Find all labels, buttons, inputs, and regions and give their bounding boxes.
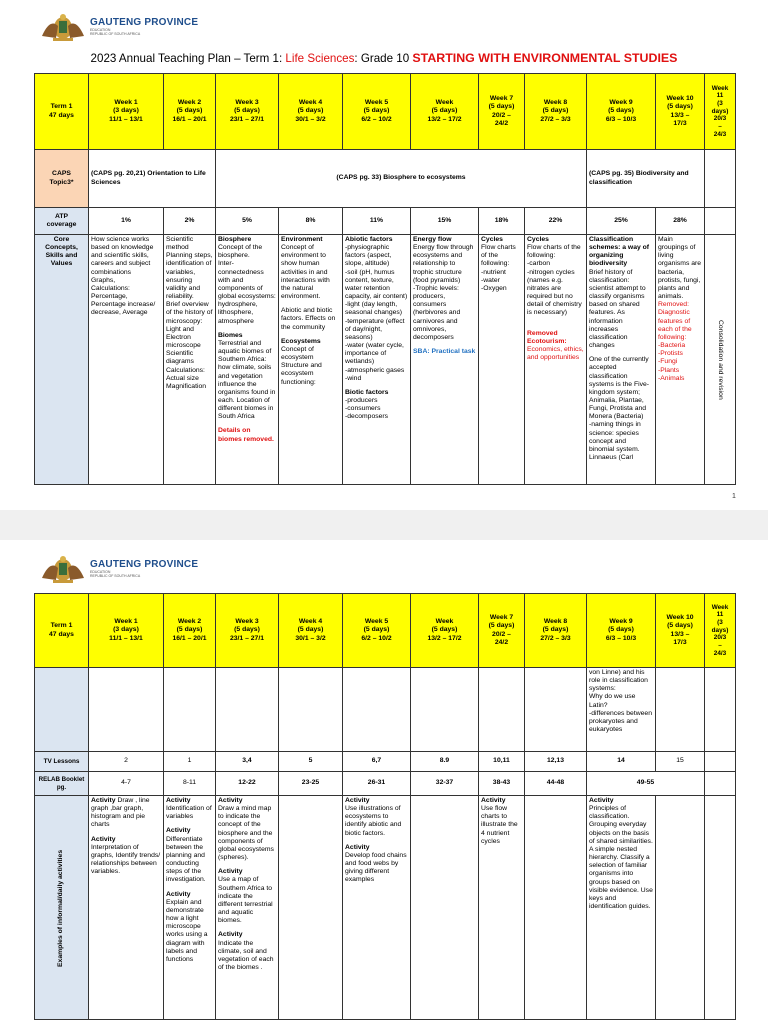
term-header: Term 1 47 days [35,74,89,150]
classification-heading: Classification schemes: a way of organizing biodiversity [589,236,650,268]
week-8-header: Week 8 (5 days) 27/2 – 3/3 [525,594,587,668]
cycles-text: Flow charts of the following: -nutrient -water -Oxygen [481,244,516,292]
title-theme: STARTING WITH ENVIRONMENTAL STUDIES [412,51,678,65]
logo-sub1: EDUCATION [90,27,111,32]
logo-title: GAUTENG PROVINCE [90,558,199,570]
activity-heading: Activity [218,797,243,804]
activity-text: Draw , line graph ,bar graph, histogram and pie charts [91,797,150,829]
page-1 [0,0,768,510]
relab-value: 38-43 [479,772,525,796]
atp-value: 2% [164,208,216,235]
abiotic-biotic-text: Abiotic and biotic factors. Effects on the community [281,307,336,331]
logo-sub2: REPUBLIC OF SOUTH AFRICA [90,574,141,578]
tv-value: 5 [279,752,343,772]
caps-topic-biosphere: (CAPS pg. 33) Biosphere to ecosystems [216,150,587,208]
relab-value: 49-55 [587,772,705,796]
examples-week-6 [411,796,479,1020]
week-5-header: Week 5 (5 days) 6/2 – 10/2 [343,74,411,150]
logo-title: GAUTENG PROVINCE [90,16,199,28]
examples-week-3 [216,796,279,1020]
abiotic-text: -physiographic factors (aspect, slope, altitude) -soil (pH, humus content, texture, water retention capacity, air content) -light (day length, seasonal changes) -temperature (effect of day/night, seasons) -water (water cycle, importance of wetlands) -atmospheric gases -wind [345,244,408,382]
examples-label-cell [35,796,89,1020]
header-row [35,74,736,150]
examples-week-11 [705,796,736,1020]
tv-value: 3,4 [216,752,279,772]
relab-label: RELAB Booklet pg. [35,772,89,796]
week-9-header: Week 9 (5 days) 6/3 – 10/3 [587,74,656,150]
examples-week-8 [525,796,587,1020]
core-week-8 [525,235,587,485]
core-week-10 [656,235,705,485]
relab-row [35,772,736,796]
week-10-header: Week 10 (5 days) 13/3 – 17/3 [656,74,705,150]
activity-text: Indicate the climate, soil and vegetation of each of the biomes . [218,939,274,971]
energy-flow-text: Energy flow through ecosystems and relationship to trophic structure (food pyramids) -Trophic levels: producers, consumers (herbivores and carnivores and omnivores, decomposers [413,244,474,341]
week-7-header: Week 7 (5 days) 20/2 – 24/2 [479,74,525,150]
energy-flow-heading: Energy flow [413,236,452,243]
gauteng-logo [38,12,198,42]
ecotourism-removed-heading: Removed Ecotourism: [527,329,567,345]
core-week-6 [411,235,479,485]
environment-text: Concept of environment to show human activities in and interactions with the natural environment. [281,244,330,301]
activity-text: Use flow charts to illustrate the 4 nutrient cycles [481,805,518,845]
week-10-header: Week 10 (5 days) 13/3 – 17/3 [656,594,705,668]
biosphere-heading: Biosphere [218,236,252,243]
activity-text: Draw a mind map to indicate the concept of the biosphere and the components of global ecosystems (spheres). [218,805,274,862]
tv-value: 2 [89,752,164,772]
examples-week-2 [164,796,216,1020]
relab-value: 23-25 [279,772,343,796]
logo-sub1: EDUCATION [90,569,111,574]
gauteng-logo-2 [38,554,198,584]
title-grade: : Grade 10 [354,52,413,65]
classification-text: Brief history of classification: scientist attempt to classify organisms based on shared features. As information increases classification changes [589,268,646,350]
page-gap [0,510,768,540]
activity-text: Identification of variables [166,805,212,821]
continuation-row [35,668,736,752]
week-1-header: Week 1 (3 days) 11/1 – 13/1 [89,74,164,150]
activity-heading: Activity [218,868,243,876]
abiotic-heading: Abiotic factors [345,236,393,243]
week-4-header: Week 4 (5 days) 30/1 – 3/2 [279,74,343,150]
activity-text: Principles of classification. Grouping everyday objects on the basis of shared similarities. A simple nested hierarchy. Classify a selection of familiar organisms into groups based on visible evidence. Use keys and identification guides. [589,805,653,911]
core-week-9 [587,235,656,485]
activity-text: Use a map of Southern Africa to indicate the different terrestrial and aquatic biomes. [218,876,273,925]
biosphere-text: Concept of the biosphere. Inter-connectedness with and components of global ecosystems: hydrosphere, lithosphere, atmosphere [218,244,276,325]
atp-row [35,208,736,235]
atp-label: ATP coverage [35,208,89,235]
activity-heading: Activity [218,931,243,939]
relab-value: 26-31 [343,772,411,796]
activity-heading: Activity [345,797,370,804]
examples-row [35,796,736,1020]
five-kingdom-text: One of the currently accepted classification systems is the Five-kingdom system; Animalia, Plantae, Fungi, Protista and Monera (Bacteria) -naming things in science: species concept and binomial system. Linnaeus (Carl [589,356,650,462]
relab-value: 44-48 [525,772,587,796]
sba-practical-note: SBA: Practical task [413,348,476,356]
title-part1: 2023 Annual Teaching Plan – Term 1: [90,52,286,65]
term-header: Term 1 47 days [35,594,89,668]
core-concepts-row [35,235,736,485]
week-1-header: Week 1 (3 days) 11/1 – 13/1 [89,594,164,668]
activity-text: Interpretation of graphs, Identify trends/ relationships between variables. [91,843,161,876]
activity-heading: Activity [166,797,191,804]
activity-heading: Activity [91,797,116,804]
tv-lessons-label: TV Lessons [35,752,89,772]
core-concepts-label: Core Concepts, Skills and Values [35,235,89,485]
tv-value: 1 [164,752,216,772]
biotic-heading: Biotic factors [345,388,389,396]
week-5-header: Week 5 (5 days) 6/2 – 10/2 [343,594,411,668]
week-2-header: Week 2 (5 days) 16/1 – 20/1 [164,594,216,668]
ecotourism-removed-text: Economics, ethics, and opportunities [527,345,584,362]
environment-heading: Environment [281,236,323,243]
atp-value: 22% [525,208,587,235]
examples-week-10 [656,796,705,1020]
core-week-2: Scientific method Planning steps, identification of variables, ensuring validity and reliability. Brief overview of the history of microscopy: Light and Electron microscope Scientific diagrams Calculations: Actual size Magnification [164,235,216,485]
consolidation-revision-text: Consolidation and revision [717,319,725,400]
activity-heading: Activity [589,797,614,804]
biotic-text: -producers -consumers -decomposers [345,396,389,421]
core-week-3 [216,235,279,485]
groupings-text: Main groupings of living organisms are bacteria, protists, fungi, plants and animals. [658,236,702,301]
week-4-header: Week 4 (5 days) 30/1 – 3/2 [279,594,343,668]
week-8-header: Week 8 (5 days) 27/2 – 3/3 [525,74,587,150]
atp-empty [705,208,736,235]
page-2 [0,540,768,1024]
caps-topic-biodiversity: (CAPS pg. 35) Biodiversity and classification [587,150,705,208]
coat-of-arms-icon [38,554,88,584]
activity-text: Use illustrations of ecosystems to identify abiotic and biotic factors. [345,805,402,837]
atp-value: 11% [343,208,411,235]
relab-value: 32-37 [411,772,479,796]
activity-text: Explain and demonstrate how a light microscope works using a diagram with labels and functions [166,898,208,963]
tv-lessons-row [35,752,736,772]
examples-week-4 [279,796,343,1020]
week-7-header: Week 7 (5 days) 20/2 – 24/2 [479,594,525,668]
core-week-4 [279,235,343,485]
cycles-heading: Cycles [481,236,503,243]
document-title [0,51,768,65]
week-6-header: Week (5 days) 13/2 – 17/2 [411,74,479,150]
biomes-text: Terrestrial and aquatic biomes of Southern Africa: how climate, soils and vegetation influence the organisms found in each. Location of different biomes in South Africa [218,339,276,421]
caps-topic-orientation: (CAPS pg. 20,21) Orientation to Life Sciences [89,150,216,208]
relab-value: 8-11 [164,772,216,796]
tv-value: 8.9 [411,752,479,772]
examples-week-7 [479,796,525,1020]
examples-week-9 [587,796,656,1020]
week-11-header: Week 11 (3 days) 20/3 – 24/3 [705,74,736,150]
title-subject: Life Sciences [285,52,355,65]
week-3-header: Week 3 (5 days) 23/1 – 27/1 [216,74,279,150]
activity-text: Develop food chains and food webs by giving different examples [345,851,407,884]
tv-value: 6,7 [343,752,411,772]
cycles-heading-2: Cycles [527,236,549,243]
atp-value: 15% [411,208,479,235]
relab-value: 12-22 [216,772,279,796]
logo-sub2: REPUBLIC OF SOUTH AFRICA [90,32,141,36]
core-week-1: How science works based on knowledge and scientific skills, careers and subject combinations Graphs, Calculations: Percentage, Percentage increase/ decrease, Average [89,235,164,485]
ecosystems-text: Concept of ecosystem Structure and ecosystem functioning: [281,345,322,386]
week-3-header: Week 3 (5 days) 23/1 – 27/1 [216,594,279,668]
examples-week-1 [89,796,164,1020]
activity-text: Differentiate between the planning and conducting steps of the investigation. [166,835,206,884]
core-week-11 [705,235,736,485]
cont-week-9: von Linne) and his role in classification systems: Why do we use Latin? -differences between prokaryotes and eukaryotes [587,668,656,752]
cont-label [35,668,89,752]
core-week-5 [343,235,411,485]
core-week-7 [479,235,525,485]
activity-heading: Activity [91,835,116,843]
atp-value: 8% [279,208,343,235]
week-11-header: Week 11 (3 days) 20/3 – 24/3 [705,594,736,668]
atp-value: 25% [587,208,656,235]
tv-value: 14 [587,752,656,772]
examples-label: Examples of informal/daily activities [57,848,65,967]
diagnostic-removed-note: Removed: Diagnostic features of each of the following: -Bacteria -Protists -Fungi -Plants -Animals [658,301,692,382]
caps-empty [705,150,736,208]
header-row [35,594,736,668]
tv-value: 12,13 [525,752,587,772]
page-number: 1 [732,493,736,500]
coat-of-arms-icon [38,12,88,42]
teaching-plan-table-p1 [34,73,736,485]
activity-heading: Activity [481,797,506,804]
atp-value: 18% [479,208,525,235]
atp-value: 5% [216,208,279,235]
week-6-header: Week (5 days) 13/2 – 17/2 [411,594,479,668]
activity-heading: Activity [166,827,191,835]
cycles-text-2: Flow charts of the following: -carbon -nitrogen cycles (names e.g. nitrates are required but no detail of chemistry is necessary) [527,244,582,317]
activity-heading: Activity [166,890,191,898]
relab-value: 4-7 [89,772,164,796]
activity-heading: Activity [345,843,370,851]
tv-value: 10,11 [479,752,525,772]
atp-value: 1% [89,208,164,235]
atp-value: 28% [656,208,705,235]
caps-label: CAPS Topic3* [35,150,89,208]
ecosystems-heading: Ecosystems [281,337,321,345]
caps-row [35,150,736,208]
biomes-removed-note: Details on biomes removed. [218,427,274,443]
tv-value: 15 [656,752,705,772]
biomes-heading: Biomes [218,331,243,339]
examples-week-5 [343,796,411,1020]
week-9-header: Week 9 (5 days) 6/3 – 10/3 [587,594,656,668]
week-2-header: Week 2 (5 days) 16/1 – 20/1 [164,74,216,150]
teaching-plan-table-p2 [34,593,736,1020]
